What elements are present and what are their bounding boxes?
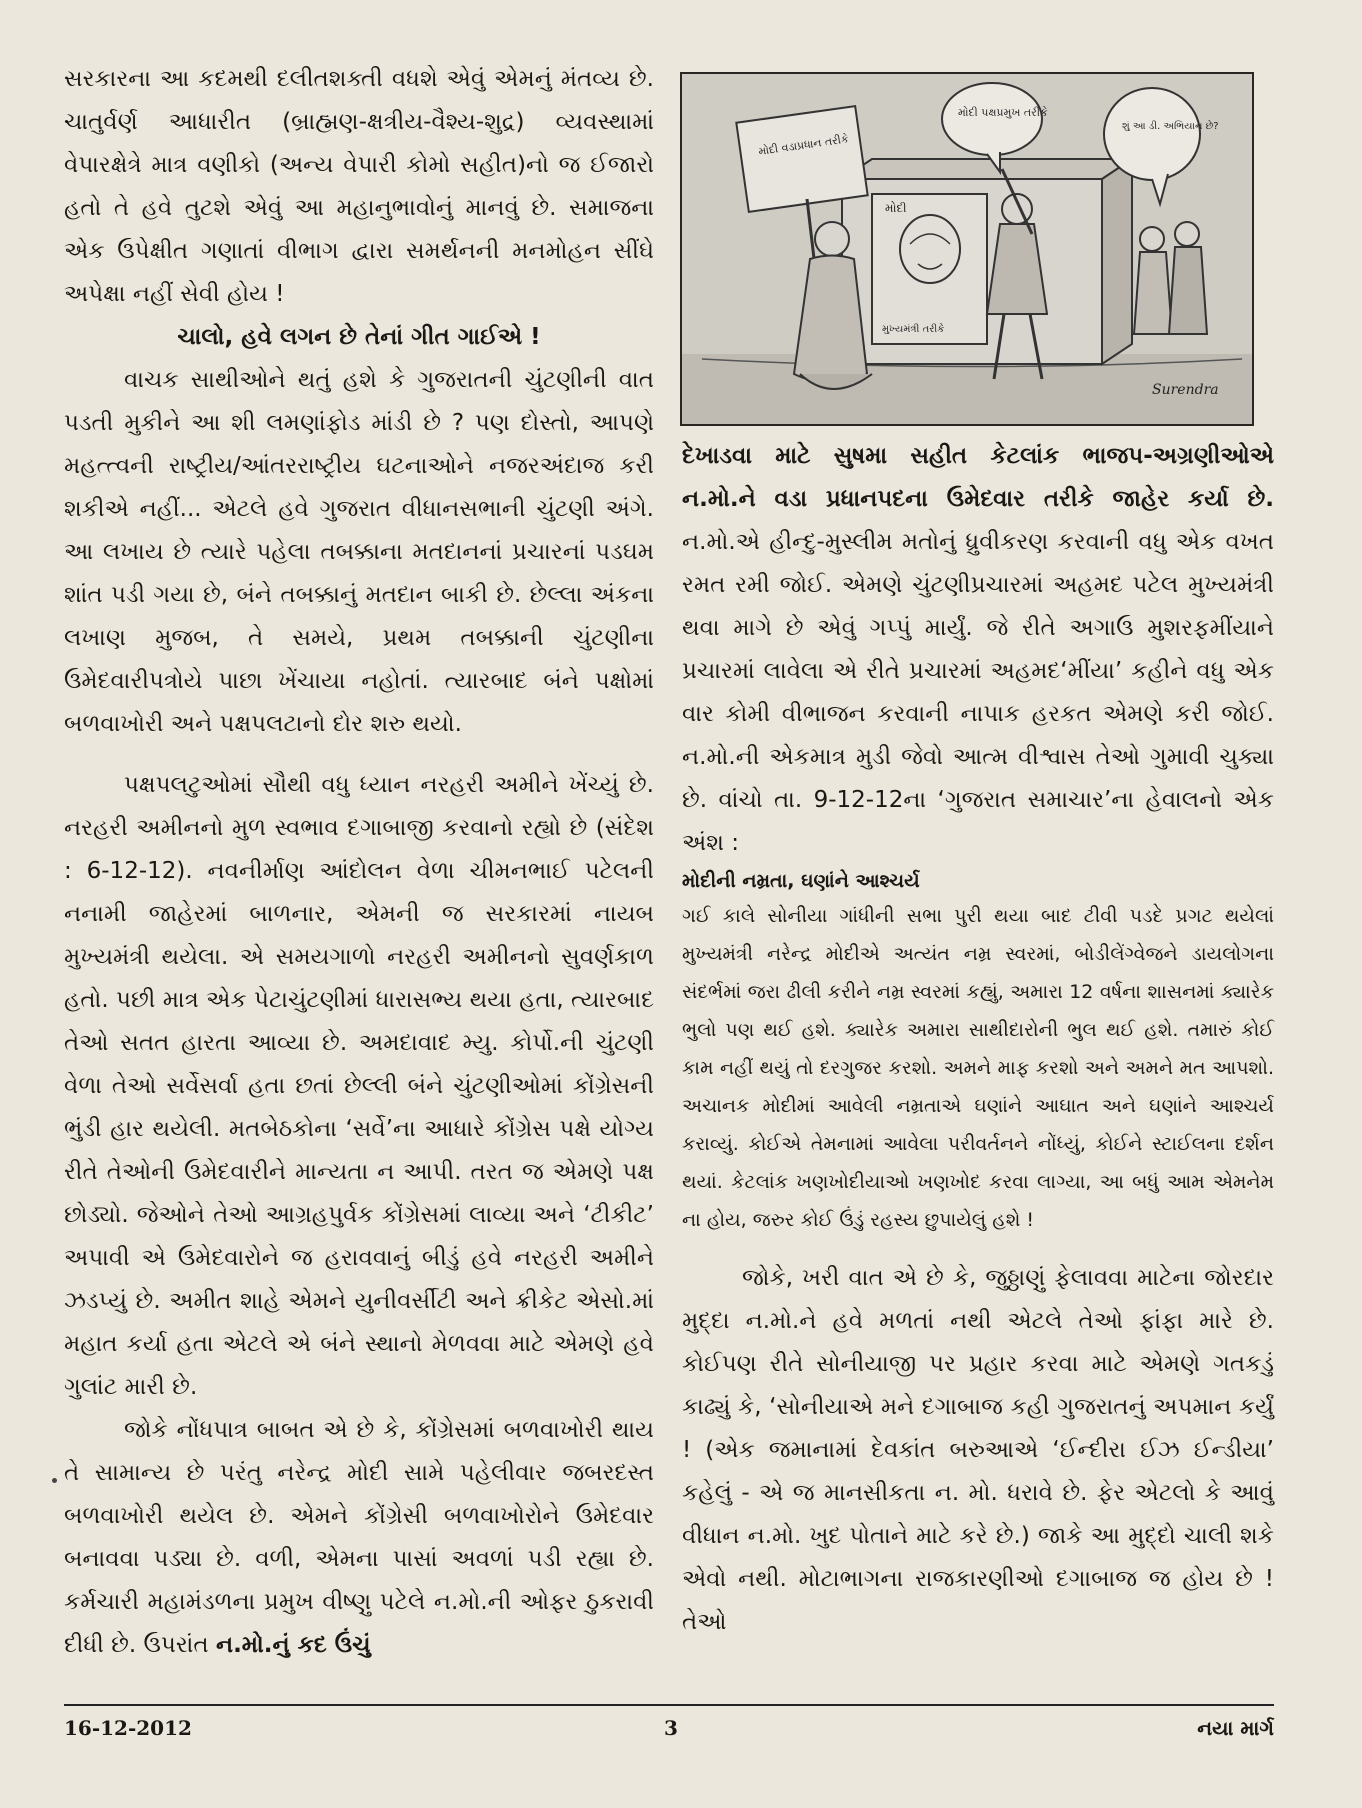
poster-top-label: મોદી xyxy=(885,201,907,215)
right-column xyxy=(682,435,1274,1644)
right-paragraph-2: જોકે, ખરી વાત એ છે કે, જુઠ્ઠાણું ફેલાવવા માટેના જોરદાર મુદ્દા ન.મો.ને હવે મળતાં નથી એટલે તેઓ ફાંફા મારે છે. કોઈપણ રીતે સોનીયાજી પર પ્રહાર કરવા માટે એમણે ગતકડું કાઢ્યું કે, ‘સોનીયાએ મને દગાબાજ કહી ગુજરાતનું અપમાન કર્યું ! (એક જમાનામાં દેવકાંત બરુઆએ ‘ઈન્દીરા ઈઝ ઈન્ડીયા’ કહેલું - એ જ માનસીકતા ન. મો. ધરાવે છે. ફેર એટલો કે આવું વીધાન ન.મો. ખુદ પોતાને માટે કરે છે.) જાકે આ મુદ્દો ચાલી શકે એવો નથી. મોટાભાગના રાજકારણીઓ દગાબાજ જ હોય છે ! તેઓ xyxy=(682,1265,1274,1635)
footer-publication-name: નયા માર્ગ xyxy=(1197,1716,1274,1740)
footer-page-number: 3 xyxy=(664,1716,678,1740)
footer-rule xyxy=(64,1704,1274,1706)
left-paragraph-4-text: જોકે નોંધપાત્ર બાબત એ છે કે, કોંગ્રેસમાં બળવાખોરી થાય તે સામાન્ય છે પરંતુ નરેન્દ્ર મોદી સામે પહેલીવાર જબરદસ્ત બળવાખોરી થયેલ છે. એમને કોંગ્રેસી બળવાખોરોને ઉમેદવાર બનાવવા પડ્યા છે. વળી, એમના પાસાં અવળાં પડી રહ્યા છે. કર્મચારી મહામંડળના પ્રમુખ વીષ્ણુ પટેલે ન.મો.ની ઓફર ઠુકરાવી દીધી છે. ઉપરાંત xyxy=(64,1417,654,1658)
section-heading: ચાલો, હવે લગન છે તેનાં ગીત ગાઈએ ! xyxy=(177,324,541,350)
left-paragraph-4-bold: ન.મો.નું કદ ઉંચું xyxy=(215,1632,371,1658)
left-paragraph-1: સરકારના આ કદમથી દલીતશક્તી વધશે એવું એમનું મંતવ્ય છે. ચાતુર્વર્ણ આધારીત (બ્રાહ્મણ-ક્ષત્રીય-વૈશ્ય-શુદ્ર) વ્યવસ્થામાં વેપારક્ષેત્રે માત્ર વણીકો (અન્ય વેપારી કોમો સહીત)નો જ ઈજારો હતો તે હવે તુટશે એવું આ મહાનુભાવોનું માનવું છે. સમાજના એક ઉપેક્ષીત ગણાતાં વીભાગ દ્વારા સમર્થનની મનમોહન સીંઘે અપેક્ષા નહીં સેવી હોય ! xyxy=(64,66,654,307)
left-column xyxy=(64,58,654,1667)
margin-dot xyxy=(52,1478,57,1483)
cartoonist-signature: Surendra xyxy=(1152,382,1219,398)
poster-bottom-label: મુખ્યમંત્રી તરીકે xyxy=(882,324,945,335)
right-paragraph-1-bold: દેખાડવા માટે સુષમા સહીત કેટલાંક ભાજપ-અગ્રણીઓએ ન.મો.ને વડા પ્રધાનપદના ઉમેદવાર તરીકે જાહેર કર્યા છે. xyxy=(682,443,1274,512)
placard-label: મોદી વડાપ્રધાન તરીકે xyxy=(757,132,850,158)
center-bubble-text: મોદી પક્ષપ્રમુખ તરીકે xyxy=(958,106,1048,119)
quote-heading: મોદીની નમ્રતા, ઘણાંને આશ્ચર્ય xyxy=(682,870,920,892)
right-paragraph-1-text: ન.મો.એ હીન્દુ-મુસ્લીમ મતોનું ધ્રુવીકરણ કરવાની વધુ એક વખત રમત રમી જોઈ. એમણે ચુંટણીપ્રચારમાં અહમદ પટેલ મુખ્યમંત્રી થવા માગે છે એવું ગપ્પું માર્યું. જે રીતે અગાઉ મુશરફમીંયાને પ્રચારમાં લાવેલા એ રીતે પ્રચારમાં અહમદ‘મીંયા’ કહીને વધુ એક વાર કોમી વીભાજન કરવાની નાપાક હરકત એમણે કરી જોઈ. ન.મો.ની એકમાત્ર મુડી જેવો આત્મ વીશ્વાસ તેઓ ગુમાવી ચુક્યા છે. વાંચો તા. 9-12-12ના ‘ગુજરાત સમાચાર’ના હેવાલનો એક અંશ : xyxy=(682,529,1274,856)
left-paragraph-2: વાચક સાથીઓને થતું હશે કે ગુજરાતની ચુંટણીની વાત પડતી મુકીને આ શી લમણાંફોડ માંડી છે ? પણ દોસ્તો, આપણે મહત્ત્વની રાષ્ટ્રીય/આંતરરાષ્ટ્રીય ઘટનાઓને નજરઅંદાજ કરી શકીએ નહીં... એટલે હવે ગુજરાત વીધાનસભાની ચુંટણી અંગે. આ લખાય છે ત્યારે પહેલા તબક્કાના મતદાનનાં પ્રચારનાં પડઘમ શાંત પડી ગયા છે, બંને તબક્કાનું મતદાન બાકી છે. છેલ્લા અંકના લખાણ મુજબ, તે સમયે, પ્રથમ તબક્કાની ચુંટણીના ઉમેદવારીપત્રોયે પાછા ખેંચાયા નહોતાં. ત્યારબાદ બંને પક્ષોમાં બળવાખોરી અને પક્ષપલટાનો દોર શરુ થયો. xyxy=(64,367,654,737)
left-paragraph-4 xyxy=(64,1409,654,1667)
quote-body: ગઈ કાલે સોનીયા ગાંધીની સભા પુરી થયા બાદ ટીવી પડદે પ્રગટ થયેલાં મુખ્યમંત્રી નરેન્દ્ર મોદીએ અત્યંત નમ્ર સ્વરમાં, બોડીલેંગ્વેજને ડાયલોગના સંદર્ભમાં જરા ઢીલી કરીને નમ્ર સ્વરમાં કહ્યું, અમારા 12 વર્ષના શાસનમાં ક્યારેક ભુલો પણ થઈ હશે. ક્યારેક અમારા સાથીદારોની ભુલ થઈ હશે. તમારું કોઈ કામ નહીં થયું તો દરગુજર કરશો. અમને માફ કરશો અને અમને મત આપશો. અચાનક મોદીમાં આવેલી નમ્રતાએ ઘણાંને આઘાત અને ઘણાંને આશ્ચર્ય કરાવ્યું. કોઈએ તેમનામાં આવેલા પરીવર્તનને નોંધ્યું, કોઈને સ્ટાઈલના દર્શન થયાં. કેટલાંક ખણખોદીયાઓ ખણખોદ કરવા લાગ્યા, આ બધું આમ એમનેમ ના હોય, જરુર કોઈ ઉંડું રહસ્ય છુપાયેલું હશે ! xyxy=(682,905,1274,1231)
right-bubble-text: શું આ ડી. અભિયાન છે? xyxy=(1122,121,1219,132)
political-cartoon xyxy=(680,72,1254,426)
left-paragraph-3: પક્ષપલટુઓમાં સૌથી વધુ ધ્યાન નરહરી અમીને ખેંચ્યું છે. નરહરી અમીનનો મુળ સ્વભાવ દગાબાજી કરવાનો રહ્યો છે (સંદેશ : 6-12-12). નવનીર્માણ આંદોલન વેળા ચીમનભાઈ પટેલની નનામી જાહેરમાં બાળનાર, એમની જ સરકારમાં નાયબ મુખ્યમંત્રી થયેલા. એ સમયગાળો નરહરી અમીનનો સુવર્ણકાળ હતો. પછી માત્ર એક પેટાચુંટણીમાં ધારાસભ્ય થયા હતા, ત્યારબાદ તેઓ સતત હારતા આવ્યા છે. અમદાવાદ મ્યુ. કોર્પો.ની ચુંટણી વેળા તેઓ સર્વેસર્વા હતા છતાં છેલ્લી બંને ચુંટણીઓમાં કોંગ્રેસની ભુંડી હાર થયેલી. મતબેઠકોના ‘સર્વે’ના આધારે કોંગ્રેસ પક્ષે યોગ્ય રીતે તેઓની ઉમેદવારીને માન્યતા ન આપી. તરત જ એમણે પક્ષ છોડ્યો. જેઓને તેઓ આગ્રહપુર્વક કોંગ્રેસમાં લાવ્યા અને ‘ટીકીટ’ અપાવી એ ઉમેદવારોને જ હરાવવાનું બીડું હવે નરહરી અમીને ઝડપ્યું છે. અમીત શાહે એમને યુનીવર્સીટી અને ક્રીકેટ એસો.માં મહાત કર્યા હતા એટલે એ બંને સ્થાનો મેળવવા માટે એમણે હવે ગુલાંટ મારી છે. xyxy=(64,772,654,1400)
footer-date: 16-12-2012 xyxy=(64,1716,192,1740)
right-paragraph-1 xyxy=(682,435,1274,865)
